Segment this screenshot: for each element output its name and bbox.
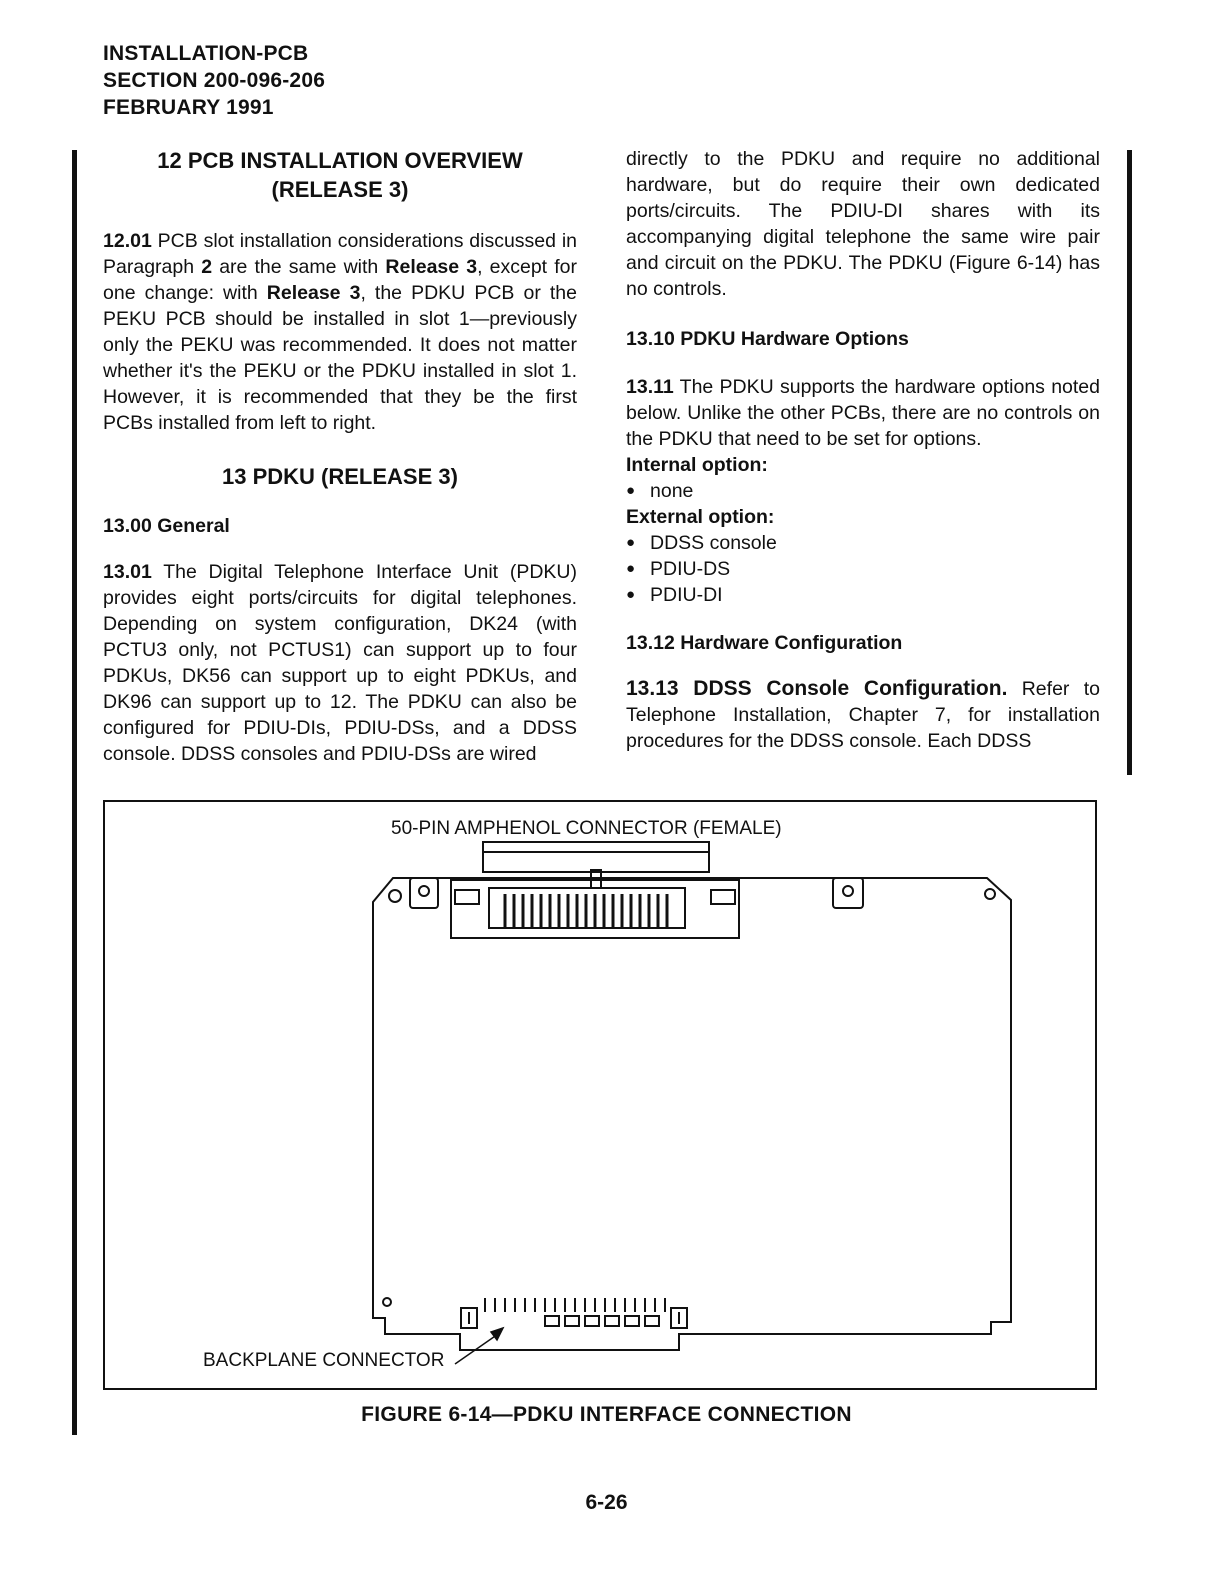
mounting-hole xyxy=(985,889,995,899)
backplane-pad xyxy=(565,1316,579,1326)
backplane-pad xyxy=(545,1316,559,1326)
section-12-title xyxy=(103,146,577,204)
right-column xyxy=(626,146,1100,754)
backplane-connector-label: BACKPLANE CONNECTOR xyxy=(203,1350,445,1371)
bold-run: Release 3 xyxy=(266,282,361,304)
external-option-list xyxy=(626,530,1100,608)
pdku-board-diagram xyxy=(105,802,1099,1392)
pcb-outline xyxy=(373,878,1011,1350)
paragraph-number: 13.01 xyxy=(103,561,152,583)
connector-bracket xyxy=(483,842,709,852)
list-item: ● PDIU-DI xyxy=(626,582,1100,608)
backplane-pad xyxy=(585,1316,599,1326)
mounting-tab-left xyxy=(410,878,438,908)
page-number: 6-26 xyxy=(585,1491,628,1514)
amphenol-connector-label: 50-PIN AMPHENOL CONNECTOR (FEMALE) xyxy=(391,818,782,839)
document-header xyxy=(103,40,325,121)
bold-run: Release 3 xyxy=(385,256,478,278)
figure-caption: FIGURE 6-14—PDKU INTERFACE CONNECTION xyxy=(361,1403,852,1426)
figure-pdku xyxy=(103,800,1097,1390)
text-run: The Digital Telephone Interface Unit (PDKU) provides eight ports/circuits for digital telephones. Depending on system configuration, DK24 (with PCTU3 only, not PCTUS1) can support up to four PDKUs, DK56 can support up to eight PDKUs, and DK96 can support up to 12. The PDKU can also be configured for PDIU-DIs, PDIU-DSs, and a DDSS console. DDSS consoles and PDIU-DSs are wired xyxy=(103,561,577,765)
connector-latch xyxy=(455,890,479,904)
amphenol-pins xyxy=(505,894,667,928)
mounting-tab-right xyxy=(833,878,863,908)
internal-option-list xyxy=(626,478,1100,504)
connector-latch xyxy=(711,890,735,904)
text-run: Refer to Telephone Installation, Chapter 7, for installation procedures for the DDSS console. Each DDSS xyxy=(626,678,1100,752)
left-column xyxy=(103,146,577,767)
text-run: are the same with xyxy=(212,256,386,278)
subsection-13-10: 13.10 PDKU Hardware Options xyxy=(626,328,909,350)
change-bar-right xyxy=(1127,150,1132,775)
text-run: The PDKU supports the hardware options noted below. Unlike the other PCBs, there are no controls on the PDKU that need to be set for options. xyxy=(626,376,1100,450)
paragraph-number: 13.11 xyxy=(626,376,674,398)
backplane-pad xyxy=(625,1316,639,1326)
paragraph-12-01 xyxy=(103,228,577,436)
text-run: , except for one change: with xyxy=(103,256,577,304)
backplane-pad xyxy=(605,1316,619,1326)
paragraph-number: 12.01 xyxy=(103,230,152,252)
header-title: INSTALLATION-PCB xyxy=(103,42,309,65)
change-bar-left xyxy=(72,150,77,1435)
header-date: FEBRUARY 1991 xyxy=(103,96,274,119)
internal-option-label: Internal option: xyxy=(626,454,768,476)
external-option-label: External option: xyxy=(626,506,775,528)
backplane-pad xyxy=(645,1316,659,1326)
text-run: PCB slot installation considerations discussed in Paragraph xyxy=(103,230,577,278)
list-item: ● PDIU-DS xyxy=(626,556,1100,582)
callout-arrow xyxy=(455,1328,503,1364)
paragraph-13-13 xyxy=(626,676,1100,754)
header-section: SECTION 200-096-206 xyxy=(103,69,326,92)
section-12-title-line2: (RELEASE 3) xyxy=(271,177,409,202)
text-run: , the PDKU PCB or the PEKU PCB should be installed in slot 1—previously only the PEKU was recommended. It does not matter whether it's the PEKU or the PDKU installed in slot 1. However, it is recommended that they be the first PCBs installed from left to right. xyxy=(103,282,577,434)
subsection-13-00: 13.00 General xyxy=(103,515,230,537)
bold-run: 2 xyxy=(201,256,213,278)
mounting-hole xyxy=(389,890,401,902)
section-12-title-line1: 12 PCB INSTALLATION OVERVIEW xyxy=(157,148,523,173)
list-item: ● DDSS console xyxy=(626,530,1100,556)
subsection-13-12: 13.12 Hardware Configuration xyxy=(626,632,903,654)
mounting-hole xyxy=(843,886,853,896)
section-13-title: 13 PDKU (RELEASE 3) xyxy=(222,464,458,489)
paragraph-heading: 13.13 DDSS Console Configuration. xyxy=(626,677,1008,700)
paragraph-continued: directly to the PDKU and require no additional hardware, but do require their own dedicated ports/circuits. The PDIU-DI shares with its accompanying digital telephone the same wire pair and circuit on the PDKU. The PDKU (Figure 6-14) has no controls. xyxy=(626,148,1100,300)
mounting-hole xyxy=(419,886,429,896)
mounting-hole xyxy=(383,1298,391,1306)
paragraph-13-11 xyxy=(626,374,1100,452)
pcb-outline xyxy=(390,878,1011,1392)
backplane-pins xyxy=(485,1298,665,1312)
paragraph-13-01 xyxy=(103,559,577,767)
list-item: ● none xyxy=(626,478,1100,504)
